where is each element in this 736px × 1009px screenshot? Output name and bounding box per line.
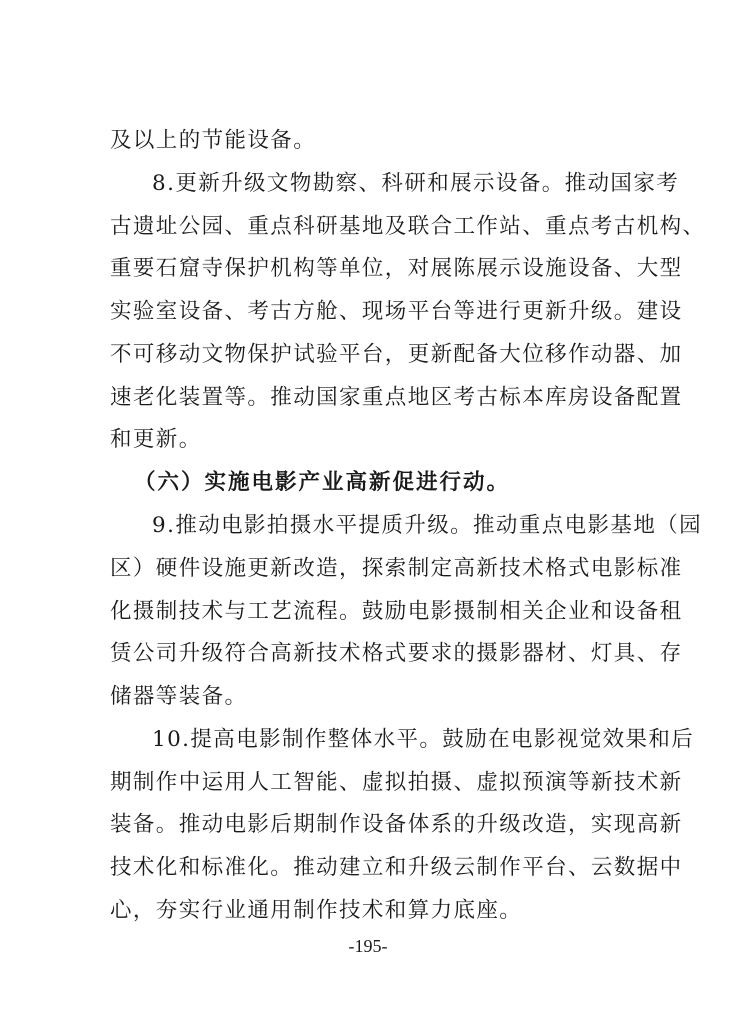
text-line: 期制作中运用人工智能、虚拟拍摄、虚拟预演等新技术新 [110, 769, 683, 795]
paragraph-9-first-line: 9.推动电影拍摄水平提质升级。推动重点电影基地（园 [152, 513, 703, 538]
text-line: 区）硬件设施更新改造，探索制定高新技术格式电影标准 [110, 555, 683, 581]
text-line: 和更新。 [110, 427, 202, 453]
text-line: 化摄制技术与工艺流程。鼓励电影摄制相关企业和设备租 [110, 598, 683, 624]
section-heading: （六）实施电影产业高新促进行动。 [134, 470, 511, 496]
page-number: -195- [348, 936, 388, 956]
text-line: 实验室设备、考古方舱、现场平台等进行更新升级。建设 [110, 299, 683, 325]
text-line: 装备。推动电影后期制作设备体系的升级改造，实现高新 [110, 812, 683, 838]
text-line: 重要石窟寺保护机构等单位，对展陈展示设施设备、大型 [110, 256, 683, 282]
text-line: 赁公司升级符合高新技术格式要求的摄影器材、灯具、存 [110, 641, 683, 667]
text-line: 储器等装备。 [110, 684, 248, 710]
text-line: 心，夯实行业通用制作技术和算力底座。 [110, 898, 523, 923]
text-line: 技术化和标准化。推动建立和升级云制作平台、云数据中 [110, 855, 683, 881]
paragraph-10-first-line: 10.提高电影制作整体水平。鼓励在电影视觉效果和后 [152, 726, 695, 752]
text-line: 及以上的节能设备。 [110, 128, 317, 153]
paragraph-8-first-line: 8.更新升级文物勘察、科研和展示设备。推动国家考 [152, 170, 680, 196]
text-line: 不可移动文物保护试验平台，更新配备大位移作动器、加 [110, 341, 683, 367]
text-line: 速老化装置等。推动国家重点地区考古标本库房设备配置 [110, 384, 683, 410]
text-line: 古遗址公园、重点科研基地及联合工作站、重点考古机构、 [110, 213, 706, 239]
